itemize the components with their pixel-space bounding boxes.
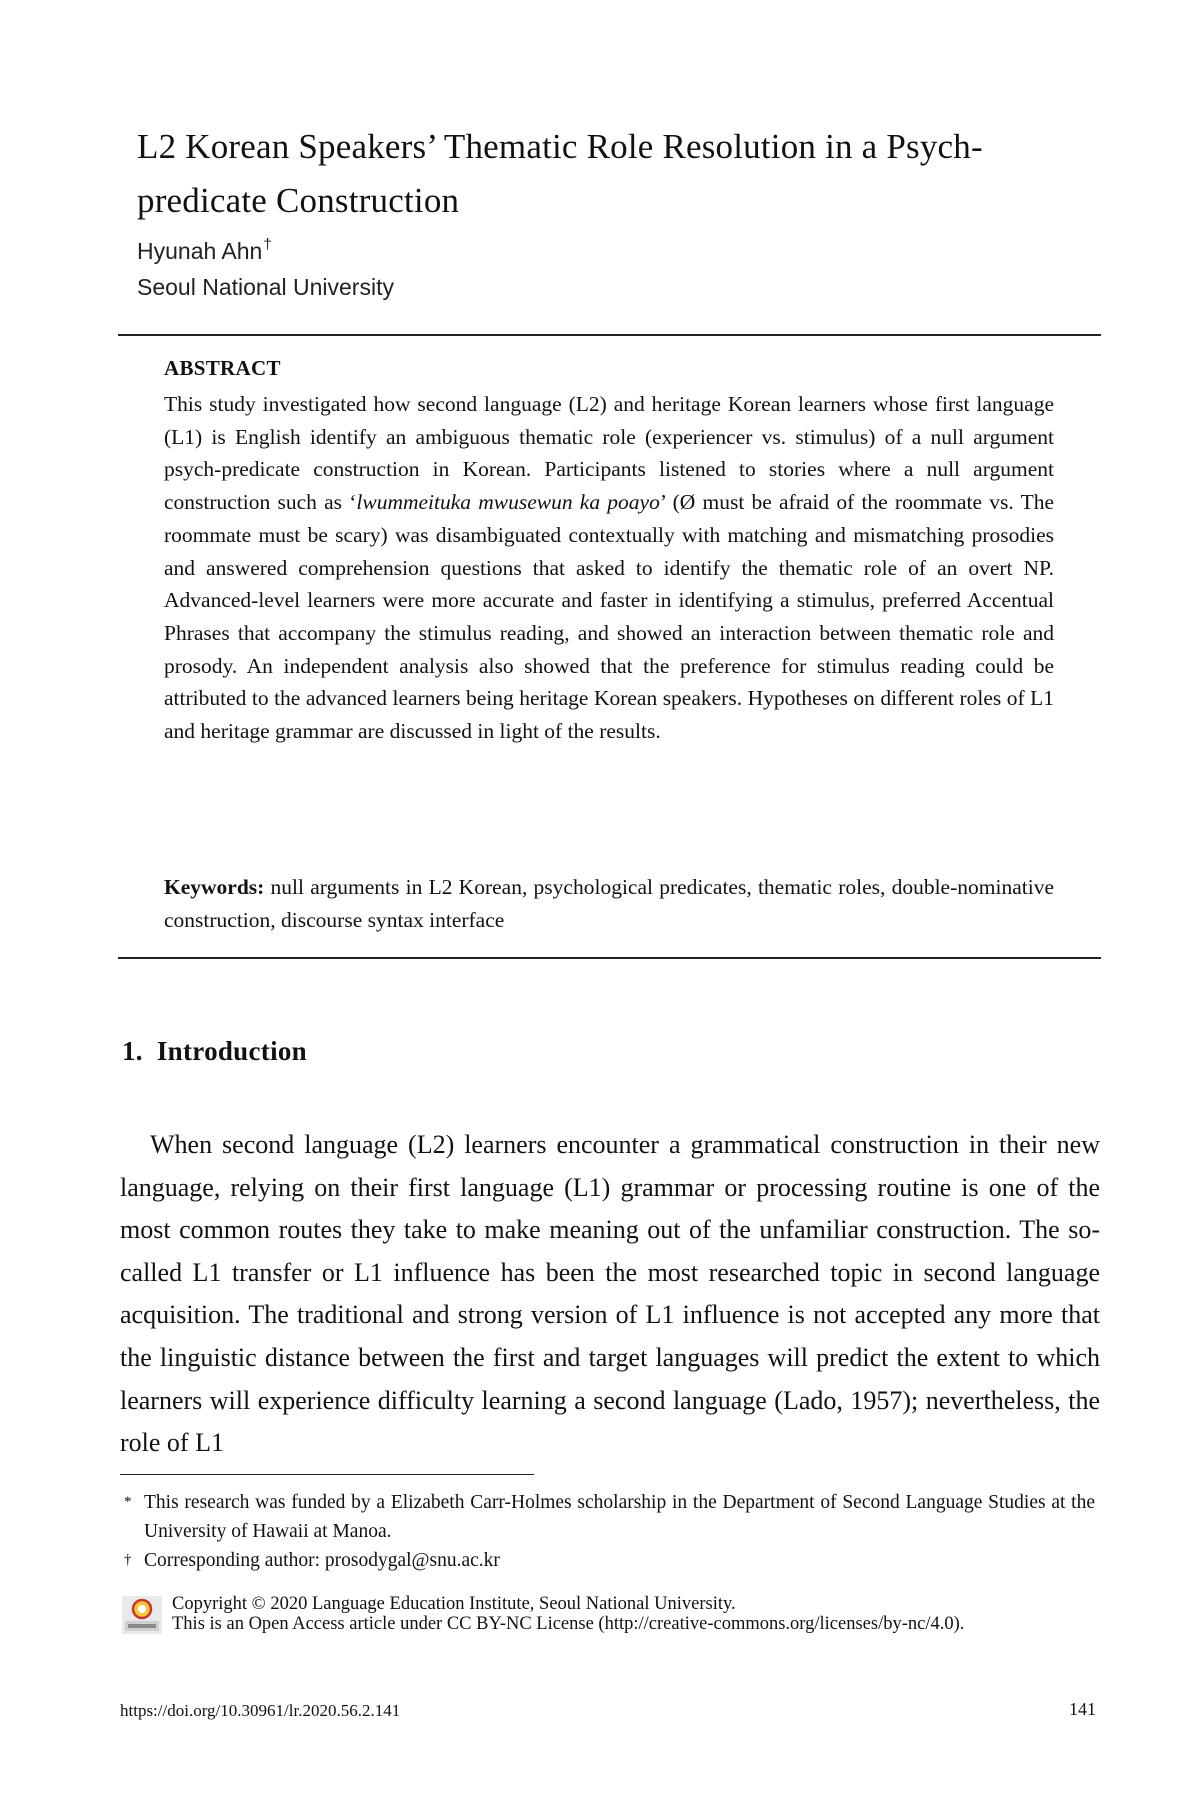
footnote-mark: †	[124, 1552, 132, 1568]
section-heading	[122, 1036, 307, 1067]
author-mark: †	[263, 236, 272, 253]
section-title: Introduction	[156, 1036, 307, 1066]
footnote-corresponding	[120, 1546, 1095, 1575]
keywords-label: Keywords:	[164, 875, 265, 899]
abstract-text-part-2: ’ (Ø must be afraid of the roommate vs. The roommate must be scary) was disambiguated contextually with matching and mismatching prosodies and answered comprehension questions that asked to identify the thematic role of an overt NP. Advanced-level learners were more accurate and faster in identifying a stimulus, preferred Accentual Phrases that accompany the stimulus reading, and showed an interaction between thematic role and prosody. An independent analysis also showed that the preference for stimulus reading could be attributed to the advanced learners being heritage Korean speakers. Hypotheses on different roles of L1 and heritage grammar are discussed in light of the results.	[164, 490, 1055, 744]
footnote-mark: *	[124, 1494, 132, 1510]
author-line	[137, 236, 272, 265]
open-access-line: This is an Open Access article under CC BY-NC License (http://creative-commons.org/licenses/by-nc/4.0).	[172, 1614, 965, 1634]
paper-title: L2 Korean Speakers’ Thematic Role Resolution in a Psych-predicate Construction	[137, 127, 983, 220]
cc-license-icon	[122, 1596, 162, 1634]
abstract-example: lwummeituka mwusewun ka poayo	[356, 490, 660, 515]
doi-link[interactable]: https://doi.org/10.30961/lr.2020.56.2.141	[120, 1701, 401, 1720]
abstract-top-rule	[118, 334, 1101, 336]
intro-paragraph: When second language (L2) learners encounter a grammatical construction in their new language, relying on their first language (L1) grammar or processing routine is one of the most common routes they take to make meaning out of the unfamiliar construction. The so-called L1 transfer or L1 influence has been the most researched topic in second language acquisition. The traditional and strong version of L1 influence is not accepted any more that the linguistic distance between the first and target languages will predict the extent to which learners will experience difficulty learning a second language (Lado, 1957); nevertheless, the role of L1	[120, 1130, 1100, 1458]
keywords	[164, 871, 1054, 937]
footnote-text: Corresponding author: prosodygal@snu.ac.kr	[144, 1550, 500, 1571]
abstract-bottom-rule	[118, 957, 1101, 959]
abstract-text-part-1: This study investigated how second language (L2) and heritage Korean learners whose first language (L1) is English identify an ambiguous thematic role (experiencer vs. stimulus) of a null argument psych-predicate construction in Korean. Participants listened to stories where a null argument construction such as ‘	[164, 392, 1054, 515]
license-text	[172, 1594, 1102, 1634]
footnote-text: This research was funded by a Elizabeth Carr-Holmes scholarship in the Department of Second Language Studies at the University of Hawaii at Manoa.	[144, 1492, 1095, 1542]
footnote-funding	[120, 1488, 1095, 1546]
abstract-heading: ABSTRACT	[164, 356, 281, 380]
footnote-rule	[120, 1474, 534, 1475]
keywords-text: null arguments in L2 Korean, psychological predicates, thematic roles, double-nominative construction, discourse syntax interface	[164, 875, 1054, 932]
author-name: Hyunah Ahn	[137, 238, 263, 264]
copyright-line: Copyright © 2020 Language Education Institute, Seoul National University.	[172, 1594, 736, 1614]
abstract-text	[164, 388, 1054, 748]
license-block	[122, 1594, 1102, 1636]
footnotes	[120, 1488, 1095, 1575]
author-affiliation: Seoul National University	[137, 274, 394, 300]
page-number: 141	[1069, 1699, 1096, 1719]
section-number: 1.	[122, 1036, 143, 1066]
